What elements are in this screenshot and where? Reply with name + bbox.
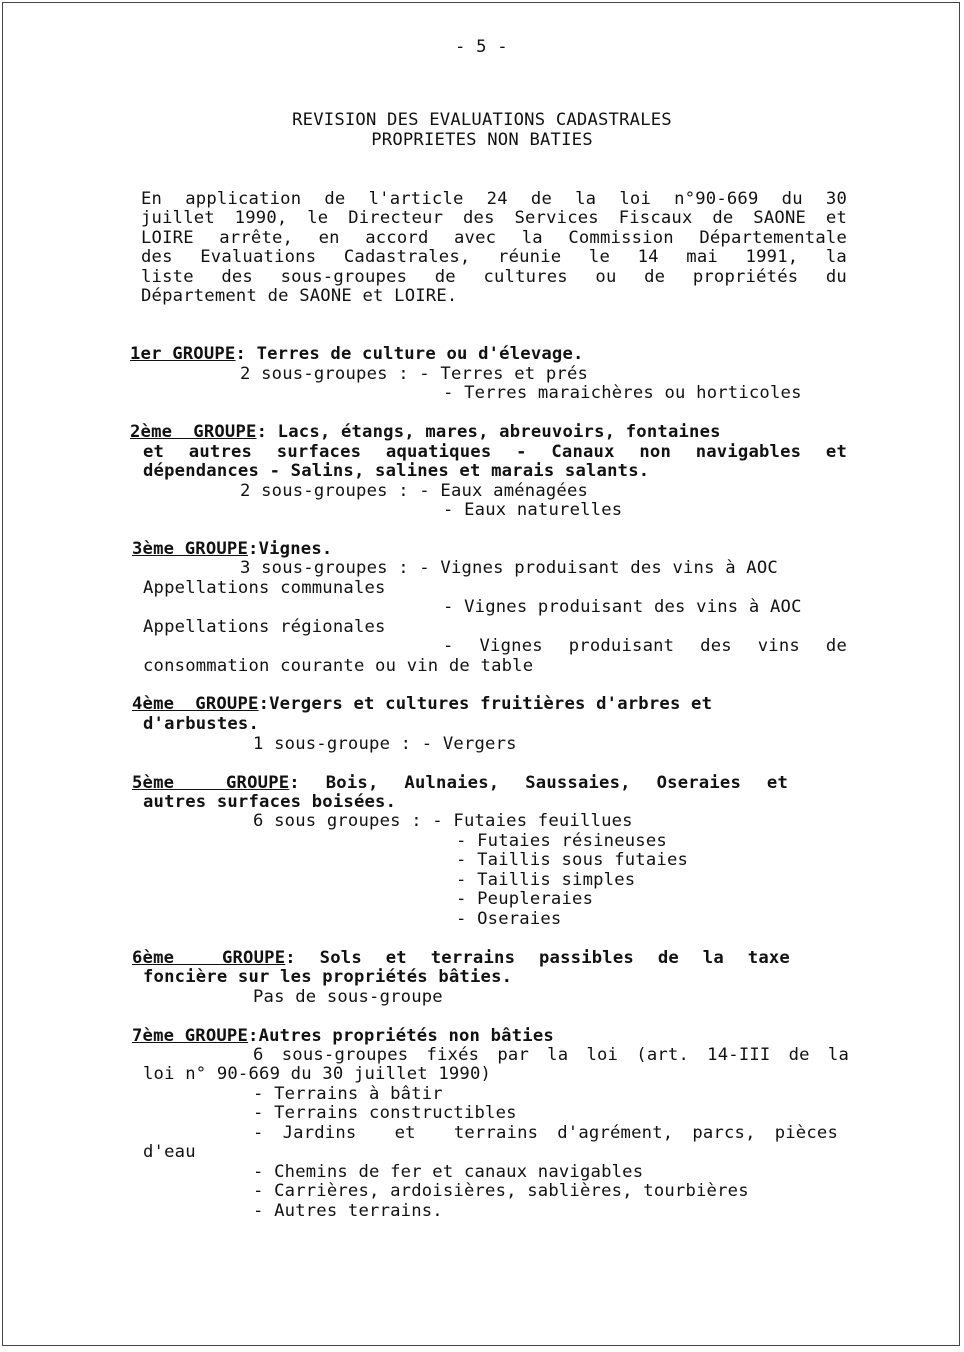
subgroup-item: - Eaux naturelles	[443, 500, 623, 520]
subgroup-count: 3 sous-groupes : - Vignes produisant des vins à AOC	[240, 558, 778, 578]
intro-line: liste des sous-groupes de cultures ou de propriétés du	[141, 267, 847, 287]
group-label: 7ème GROUPE	[132, 1026, 249, 1046]
intro-line: LOIRE arrête, en accord avec la Commission Départementale	[141, 228, 847, 248]
group-title-line: et autres surfaces aquatiques - Canaux non navigables et	[143, 442, 847, 462]
intro-line: juillet 1990, le Directeur des Services Fiscaux de SAONE et	[141, 208, 847, 228]
group-title: : Terres de culture ou d'élevage.	[235, 344, 584, 364]
subgroup-item: - Carrières, ardoisières, sablières, tourbières	[253, 1181, 749, 1201]
page-number: - 5 -	[455, 37, 508, 57]
intro-line: Département de SAONE et LOIRE.	[141, 286, 458, 306]
subgroup-count: loi n° 90-669 du 30 juillet 1990)	[143, 1064, 492, 1084]
group-label: 4ème GROUPE	[132, 694, 259, 714]
subgroup-count: Pas de sous-groupe	[253, 987, 443, 1007]
group-label: 2ème GROUPE	[130, 422, 257, 442]
subgroup-item: - Terrains à bâtir	[253, 1084, 443, 1104]
group-label: 5ème GROUPE	[132, 773, 290, 793]
subgroup-count: 2 sous-groupes : - Terres et prés	[240, 364, 589, 384]
subgroup-item: - Taillis simples	[456, 870, 636, 890]
group-title-line: autres surfaces boisées.	[143, 792, 397, 812]
subgroup-item: d'eau	[143, 1142, 196, 1162]
subgroup-item: - Futaies résineuses	[456, 831, 667, 851]
subgroup-item: - Chemins de fer et canaux navigables	[253, 1162, 644, 1182]
group-title-line: dépendances - Salins, salines et marais salants.	[143, 461, 650, 481]
group-title: :Vergers et cultures fruitières d'arbres et	[258, 694, 713, 714]
subgroup-item: - Taillis sous futaies	[456, 850, 689, 870]
document-page	[2, 2, 960, 1346]
subgroup-item: - Vignes produisant des vins de	[443, 636, 847, 656]
group-3-heading	[132, 540, 332, 559]
subgroup-item: - Terres maraichères ou horticoles	[443, 383, 802, 403]
subgroup-item: - Terrains constructibles	[253, 1103, 517, 1123]
subgroup-count: 2 sous-groupes : - Eaux aménagées	[240, 481, 589, 501]
intro-line: En application de l'article 24 de la loi n°90-669 du 30	[141, 189, 847, 209]
subgroup-item: - Oseraies	[456, 909, 562, 929]
group-1-heading	[130, 345, 584, 364]
intro-line: des Evaluations Cadastrales, réunie le 14 mai 1991, la	[141, 247, 847, 267]
group-7-heading	[132, 1027, 554, 1046]
group-title: :Autres propriétés non bâties	[248, 1026, 554, 1046]
subgroup-text: Appellations communales	[143, 578, 386, 598]
subgroup-item: - Vignes produisant des vins à AOC	[443, 597, 802, 617]
group-4-heading	[132, 695, 712, 714]
subgroup-count: 6 sous groupes : - Futaies feuillues	[253, 811, 633, 831]
group-title: : Bois, Aulnaies, Saussaies, Oseraies et	[289, 773, 788, 793]
group-5-heading	[132, 774, 788, 793]
group-label: 6ème GROUPE	[132, 948, 286, 968]
group-title: :Vignes.	[248, 539, 333, 559]
group-title: : Sols et terrains passibles de la taxe	[285, 948, 790, 968]
group-label: 1er GROUPE	[130, 344, 236, 364]
title-line-2: PROPRIETES NON BATIES	[371, 130, 593, 150]
subgroup-item: - Jardins et terrains d'agrément, parcs, pièces	[253, 1123, 838, 1143]
group-label: 3ème GROUPE	[132, 539, 249, 559]
subgroup-count: 1 sous-groupe : - Vergers	[253, 734, 517, 754]
subgroup-count: 6 sous-groupes fixés par la loi (art. 14-III de la	[253, 1045, 849, 1065]
title-line-1: REVISION DES EVALUATIONS CADASTRALES	[292, 110, 672, 130]
group-6-heading	[132, 949, 790, 968]
subgroup-text: Appellations régionales	[143, 617, 386, 637]
subgroup-item: - Autres terrains.	[253, 1201, 443, 1221]
group-title-line: foncière sur les propriétés bâties.	[143, 967, 513, 987]
subgroup-text: consommation courante ou vin de table	[143, 656, 534, 676]
group-title: : Lacs, étangs, mares, abreuvoirs, fontaines	[256, 422, 721, 442]
group-2-heading	[130, 423, 721, 442]
group-title-line: d'arbustes.	[143, 714, 260, 734]
subgroup-item: - Peupleraies	[456, 889, 594, 909]
